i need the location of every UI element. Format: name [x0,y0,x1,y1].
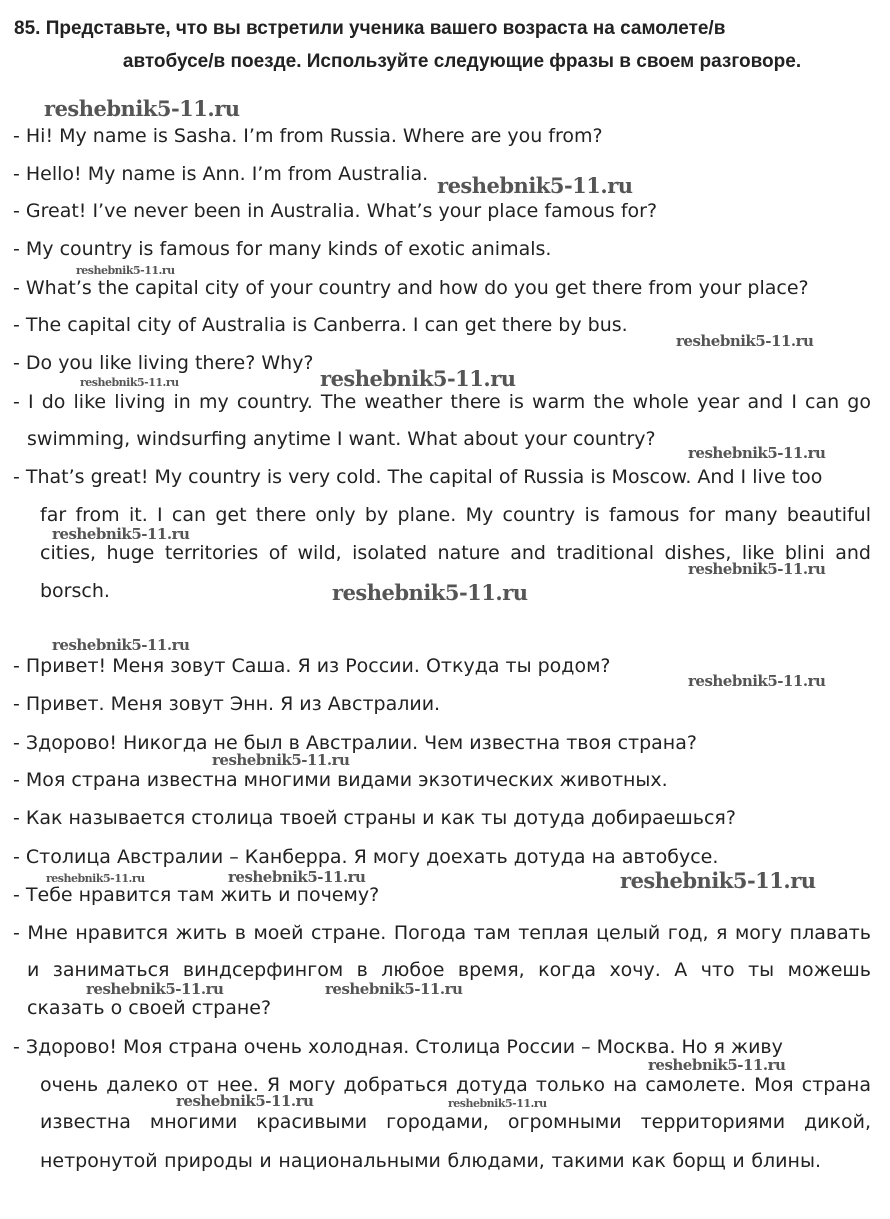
watermark: reshebnik5-11.ru [320,366,516,391]
russian-line: - Здорово! Моя страна очень холодная. Столица России – Москва. Но я живу [13,1036,783,1058]
english-line: - That’s great! My country is very cold. The capital of Russia is Moscow. And I live too [13,466,823,488]
english-line: borsch. [40,580,110,602]
watermark: reshebnik5-11.ru [52,525,190,543]
russian-line: нетронутой природы и национальными блюдами, такими как борщ и блины. [40,1150,821,1172]
watermark: reshebnik5-11.ru [448,1097,547,1110]
watermark: reshebnik5-11.ru [76,264,175,277]
watermark: reshebnik5-11.ru [437,173,633,198]
english-line: - What’s the capital city of your country and how do you get there from your place? [13,277,809,299]
watermark: reshebnik5-11.ru [688,672,826,690]
english-line: - Hello! My name is Ann. I’m from Australia. [13,163,429,185]
watermark: reshebnik5-11.ru [212,751,350,769]
russian-line: - Как называется столица твоей страны и как ты дотуда добираешься? [13,807,736,829]
watermark: reshebnik5-11.ru [86,980,224,998]
russian-line: - Привет! Меня зовут Саша. Я из России. Откуда ты родом? [13,655,611,677]
russian-line: - Столица Австралии – Канберра. Я могу доехать дотуда на автобусе. [13,846,719,868]
watermark: reshebnik5-11.ru [325,980,463,998]
watermark: reshebnik5-11.ru [52,636,190,654]
russian-line: сказать о своей стране? [27,997,272,1019]
watermark: reshebnik5-11.ru [46,872,145,885]
english-line: cities, huge territories of wild, isolated nature and traditional dishes, like blini and [40,542,871,564]
task-heading-line-1: 85. Представьте, что вы встретили ученика вашего возраста на самолете/в [14,18,726,39]
russian-line: очень далеко от нее. Я могу добраться дотуда только на самолете. Моя страна [40,1074,871,1096]
watermark: reshebnik5-11.ru [80,376,179,389]
english-line: far from it. I can get there only by plane. My country is famous for many beautiful [40,504,871,526]
english-line: swimming, windsurfing anytime I want. What about your country? [27,428,656,450]
russian-line: - Моя страна известна многими видами экзотических животных. [13,769,668,791]
russian-line: - Привет. Меня зовут Энн. Я из Австралии. [13,693,441,715]
watermark: reshebnik5-11.ru [688,560,826,578]
english-line: - The capital city of Australia is Canberra. I can get there by bus. [13,314,628,336]
watermark: reshebnik5-11.ru [44,96,240,121]
english-line: - Hi! My name is Sasha. I’m from Russia. Where are you from? [13,125,603,147]
english-line: - I do like living in my country. The weather there is warm the whole year and I can go [13,391,871,413]
watermark: reshebnik5-11.ru [676,332,814,350]
watermark: reshebnik5-11.ru [176,1092,314,1110]
russian-line: - Здорово! Никогда не был в Австралии. Чем известна твоя страна? [13,732,697,754]
russian-line: известна многими красивыми городами, огромными территориями дикой, [40,1111,871,1133]
russian-line: - Тебе нравится там жить и почему? [13,884,380,906]
watermark: reshebnik5-11.ru [332,580,528,605]
russian-line: и заниматься виндсерфингом в любое время, когда хочу. А что ты можешь [27,959,871,981]
watermark: reshebnik5-11.ru [228,868,366,886]
task-heading-line-2: автобусе/в поезде. Используйте следующие фразы в своем разговоре. [122,51,802,72]
task-heading [14,12,876,78]
english-line: - Great! I’ve never been in Australia. What’s your place famous for? [13,200,658,222]
watermark: reshebnik5-11.ru [688,444,826,462]
english-line: - Do you like living there? Why? [13,352,314,374]
watermark: reshebnik5-11.ru [620,868,816,893]
russian-line: - Мне нравится жить в моей стране. Погода там теплая целый год, я могу плавать [13,922,871,944]
english-line: - My country is famous for many kinds of exotic animals. [13,238,552,260]
watermark: reshebnik5-11.ru [648,1056,786,1074]
